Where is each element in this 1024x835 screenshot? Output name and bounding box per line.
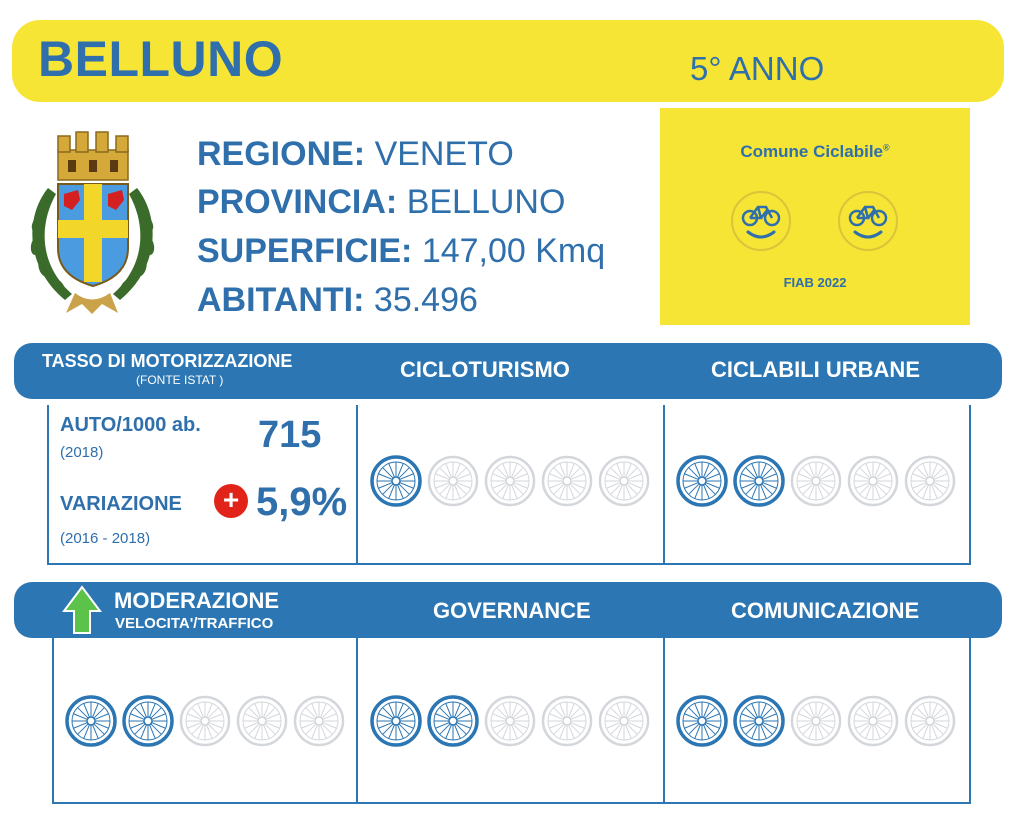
population-label: ABITANTI: bbox=[197, 281, 365, 319]
plus-icon: + bbox=[214, 484, 248, 518]
smiling-bicycle-icon bbox=[730, 190, 792, 252]
smiling-bicycle-icon bbox=[837, 190, 899, 252]
badge-footer: FIAB 2022 bbox=[783, 275, 847, 290]
wheel-icon-empty bbox=[597, 694, 651, 748]
wheel-icon-filled bbox=[732, 454, 786, 508]
wheel-icon-empty bbox=[846, 694, 900, 748]
region-value: VENETO bbox=[374, 135, 514, 173]
wheel-icon-filled bbox=[121, 694, 175, 748]
section1-header-bar bbox=[14, 343, 1002, 399]
population-row bbox=[197, 281, 478, 320]
wheel-icon-empty bbox=[846, 454, 900, 508]
comune-ciclabile-badge bbox=[660, 108, 970, 325]
wheel-icon-empty bbox=[426, 454, 480, 508]
province-label: PROVINCIA: bbox=[197, 183, 398, 221]
province-value: BELLUNO bbox=[406, 183, 566, 221]
rating-governance bbox=[369, 694, 654, 754]
city-name: BELLUNO bbox=[38, 31, 284, 87]
wheel-icon-empty bbox=[540, 454, 594, 508]
edition-year: 5° ANNO bbox=[690, 50, 825, 87]
wheel-icon-empty bbox=[292, 694, 346, 748]
comunicazione-title: COMUNICAZIONE bbox=[731, 598, 920, 623]
wheel-icon-empty bbox=[789, 454, 843, 508]
wheel-icon-empty bbox=[903, 694, 957, 748]
area-value: 147,00 Kmq bbox=[421, 232, 606, 270]
divider bbox=[356, 638, 358, 804]
rating-comunicazione bbox=[675, 694, 960, 754]
wheel-icon-filled bbox=[426, 694, 480, 748]
badge-title bbox=[660, 142, 970, 162]
wheel-icon-empty bbox=[789, 694, 843, 748]
divider bbox=[663, 638, 665, 804]
rating-cicloturismo bbox=[369, 454, 654, 514]
moderazione-subtitle: VELOCITA'/TRAFFICO bbox=[115, 615, 274, 632]
auto-value: 715 bbox=[258, 414, 322, 456]
wheel-icon-empty bbox=[540, 694, 594, 748]
wheel-icon-filled bbox=[732, 694, 786, 748]
wheel-icon-empty bbox=[178, 694, 232, 748]
area-label: SUPERFICIE: bbox=[197, 232, 413, 270]
rating-ciclabili-urbane bbox=[675, 454, 960, 514]
divider bbox=[356, 405, 358, 565]
wheel-icon-filled bbox=[675, 454, 729, 508]
wheel-icon-empty bbox=[235, 694, 289, 748]
motorization-source: (FONTE ISTAT ) bbox=[136, 373, 224, 387]
ciclabili-urbane-title: CICLABILI URBANE bbox=[711, 357, 920, 382]
variation-label: VARIAZIONE bbox=[60, 493, 182, 515]
population-value: 35.496 bbox=[373, 281, 478, 319]
wheel-icon-empty bbox=[483, 454, 537, 508]
auto-year: (2018) bbox=[60, 444, 104, 461]
province-row bbox=[197, 183, 565, 222]
auto-label: AUTO/1000 ab. bbox=[60, 414, 201, 436]
governance-title: GOVERNANCE bbox=[433, 598, 591, 623]
region-label: REGIONE: bbox=[197, 135, 366, 173]
wheel-icon-empty bbox=[597, 454, 651, 508]
region-row bbox=[197, 135, 514, 174]
moderazione-title: MODERAZIONE bbox=[114, 588, 279, 613]
registered-mark: ® bbox=[883, 142, 890, 153]
wheel-icon-filled bbox=[369, 694, 423, 748]
wheel-icon-empty bbox=[903, 454, 957, 508]
rating-moderazione bbox=[64, 694, 349, 754]
wheel-icon-filled bbox=[369, 454, 423, 508]
wheel-icon-filled bbox=[675, 694, 729, 748]
coat-of-arms-icon bbox=[20, 128, 165, 318]
wheel-icon-filled bbox=[64, 694, 118, 748]
section2-header-bar bbox=[14, 582, 1002, 638]
area-row bbox=[197, 232, 605, 271]
variation-value: 5,9% bbox=[256, 480, 348, 524]
cicloturismo-title: CICLOTURISMO bbox=[400, 357, 570, 382]
variation-years: (2016 - 2018) bbox=[60, 530, 151, 547]
badge-title-text: Comune Ciclabile bbox=[740, 142, 883, 161]
divider bbox=[663, 405, 665, 565]
motorization-title: TASSO DI MOTORIZZAZIONE bbox=[42, 351, 293, 371]
wheel-icon-empty bbox=[483, 694, 537, 748]
green-up-arrow-icon bbox=[62, 585, 102, 635]
